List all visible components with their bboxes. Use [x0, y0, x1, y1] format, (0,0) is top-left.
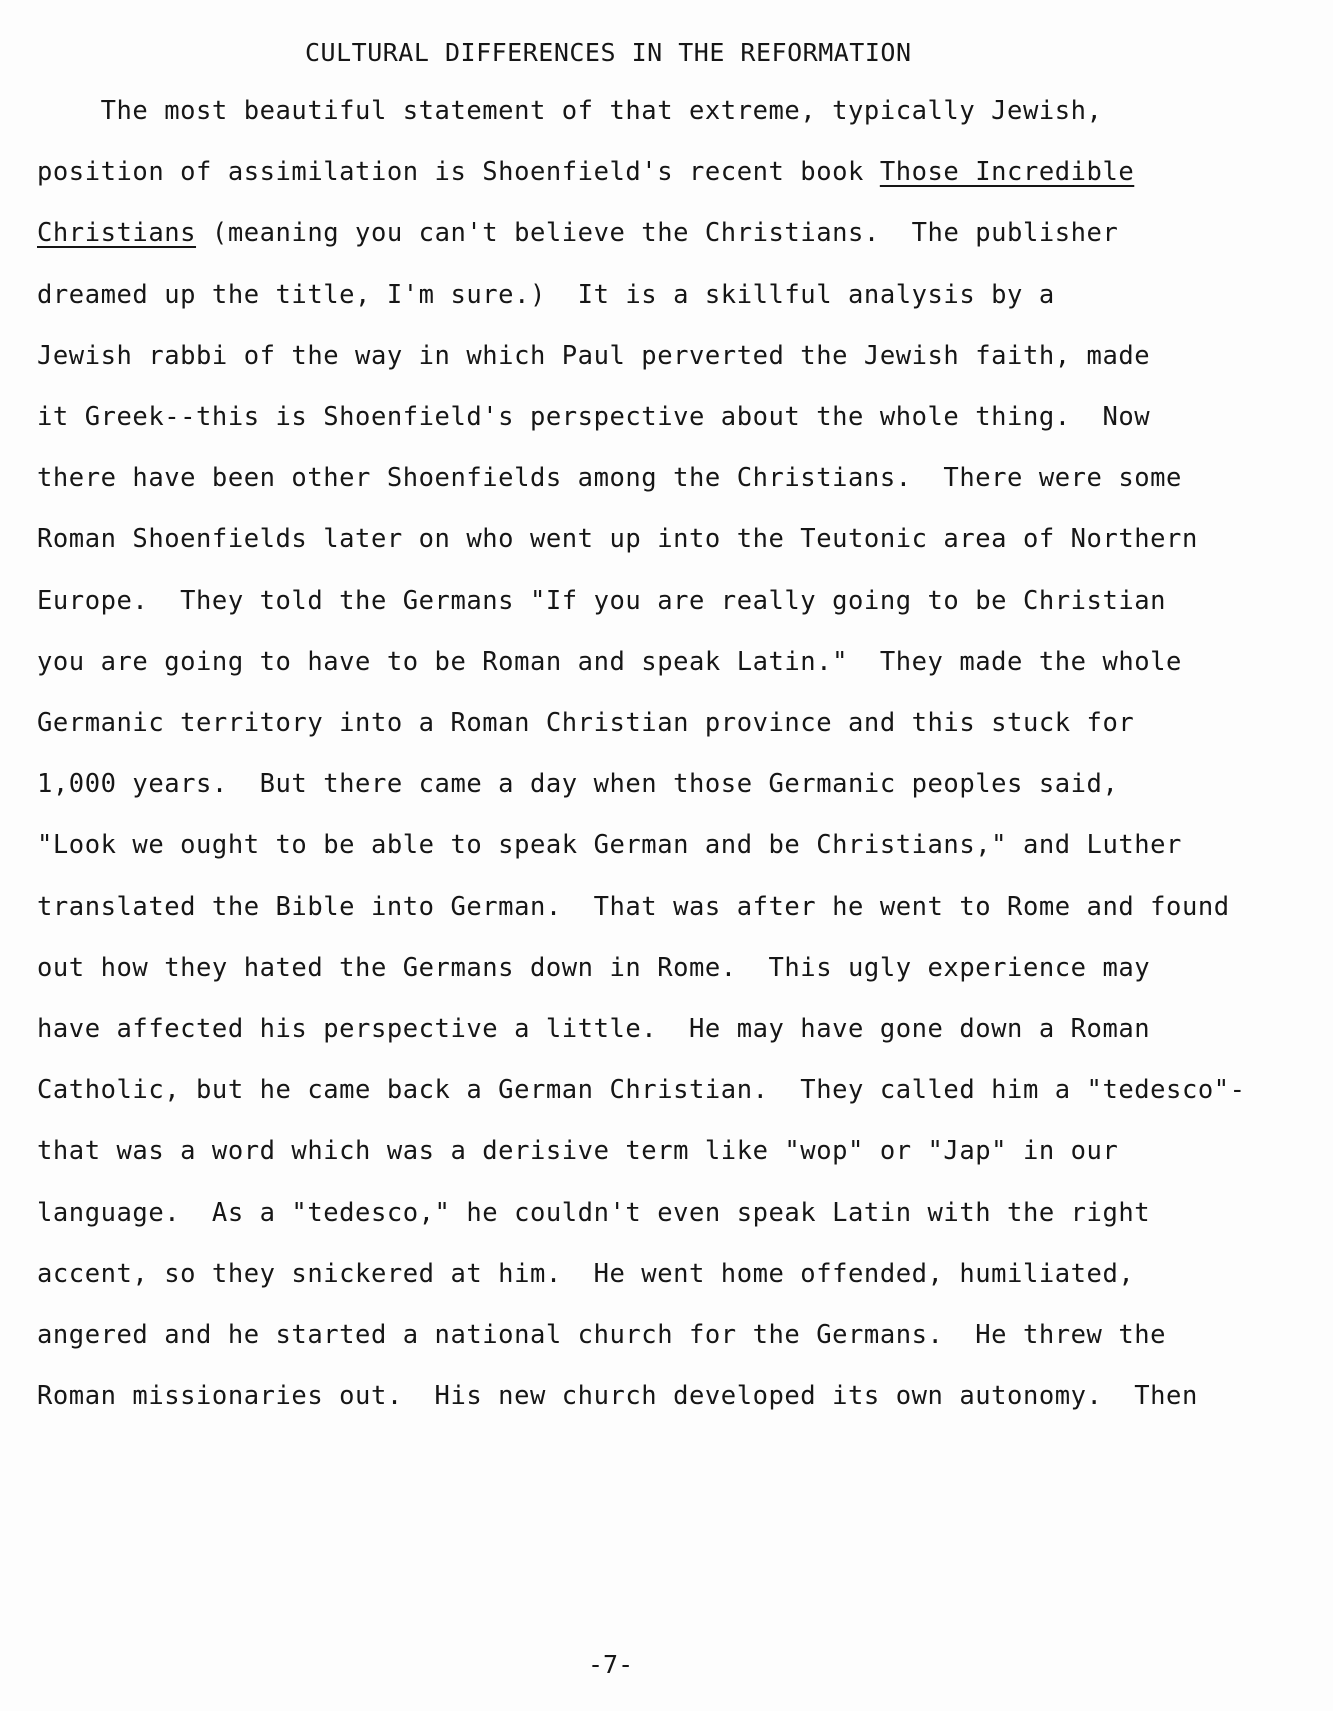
- text-line: [37, 341, 1150, 371]
- text-line: [37, 1198, 1150, 1228]
- text-line: [37, 463, 1182, 493]
- text-line: [37, 769, 1118, 799]
- line-text: have affected his perspective a little. He may have gone down a Roman: [37, 1014, 1151, 1044]
- line-text: (meaning you can't believe the Christians. The publisher: [196, 218, 1119, 249]
- text-line: [37, 830, 1182, 860]
- line-text: out how they hated the Germans down in Rome. This ugly experience may: [37, 952, 1151, 983]
- text-line: [37, 647, 1182, 677]
- text-line: [37, 1320, 1166, 1350]
- line-text: angered and he started a national church for the Germans. He threw the: [37, 1320, 1167, 1350]
- line-text: it Greek--this is Shoenfield's perspective about the whole thing. Now: [37, 402, 1151, 432]
- text-line: [37, 1136, 1118, 1166]
- line-text: language. As a "tedesco," he couldn't even speak Latin with the right: [37, 1197, 1151, 1228]
- line-text: 1,000 years. But there came a day when those Germanic peoples said,: [37, 769, 1119, 800]
- line-text: Germanic territory into a Roman Christian province and this stuck for: [37, 708, 1135, 738]
- line-text: The most beautiful statement of that extreme, typically Jewish,: [37, 96, 1103, 126]
- line-text: Roman missionaries out. His new church developed its own autonomy. Then: [37, 1381, 1198, 1412]
- line-text: "Look we ought to be able to speak German and be Christians," and Luther: [37, 830, 1182, 861]
- line-text: Catholic, but he came back a German Christian. They called him a "tedesco"-: [37, 1075, 1246, 1106]
- text-line: [37, 402, 1150, 432]
- text-line: [37, 953, 1150, 983]
- line-text: you are going to have to be Roman and speak Latin." They made the whole: [37, 646, 1182, 677]
- text-line: [37, 1381, 1198, 1411]
- text-line: [37, 1259, 1134, 1289]
- text-line: [37, 218, 1118, 248]
- line-text: accent, so they snickered at him. He went home offended, humiliated,: [37, 1258, 1135, 1289]
- line-text: Roman Shoenfields later on who went up into the Teutonic area of Northern: [37, 524, 1198, 555]
- text-line: [37, 892, 1230, 922]
- line-text: position of assimilation is Shoenfield's recent book: [37, 157, 880, 188]
- book-title-underlined: Those Incredible: [879, 157, 1135, 188]
- page-number: -7-: [588, 1650, 634, 1679]
- text-line: [37, 708, 1134, 738]
- line-text: Europe. They told the Germans "If you are really going to be Christian: [37, 585, 1167, 616]
- text-line: [37, 280, 1055, 310]
- line-text: translated the Bible into German. That was after he went to Rome and found: [37, 891, 1230, 922]
- text-line: [37, 524, 1198, 554]
- text-line: [37, 1075, 1246, 1105]
- text-line: [37, 157, 1134, 187]
- text-line: [37, 96, 1102, 126]
- text-line: [37, 586, 1166, 616]
- page-heading: CULTURAL DIFFERENCES IN THE REFORMATION: [305, 38, 912, 67]
- line-text: that was a word which was a derisive term like "wop" or "Jap" in our: [37, 1136, 1119, 1167]
- book-title-underlined: Christians: [37, 218, 197, 249]
- line-text: there have been other Shoenfields among the Christians. There were some: [37, 463, 1182, 494]
- text-line: [37, 1014, 1150, 1044]
- line-text: Jewish rabbi of the way in which Paul perverted the Jewish faith, made: [37, 340, 1151, 371]
- line-text: dreamed up the title, I'm sure.) It is a skillful analysis by a: [37, 279, 1055, 310]
